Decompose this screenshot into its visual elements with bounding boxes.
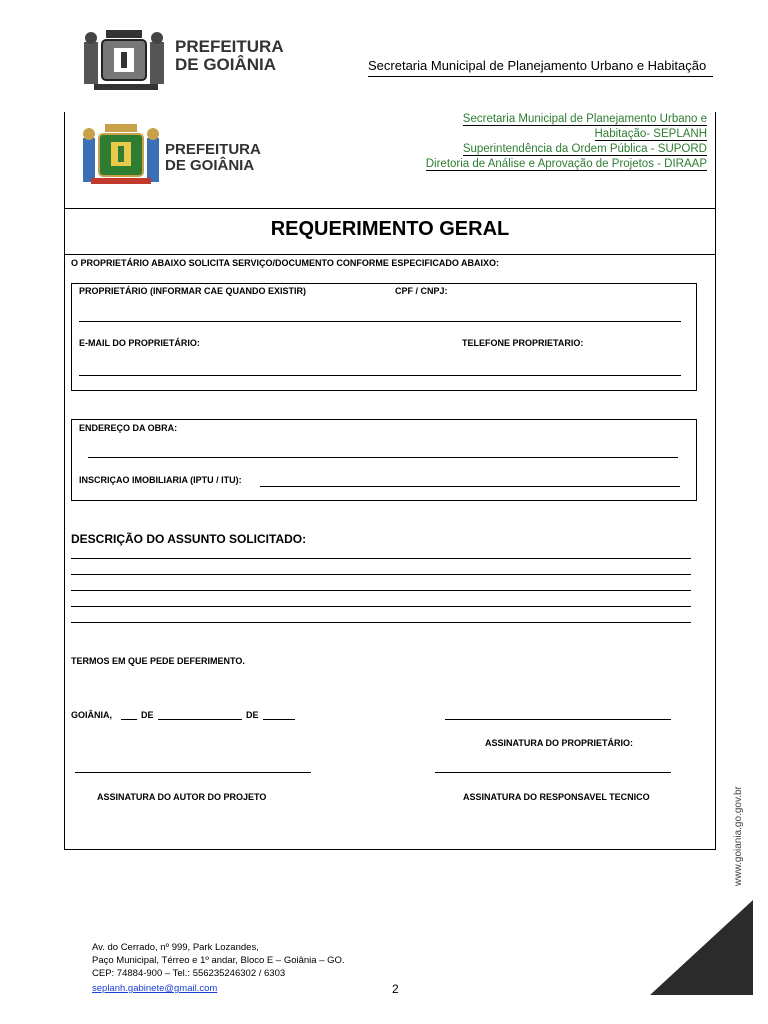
coat-of-arms-color-icon [81,120,161,192]
author-signature-label: ASSINATURA DO AUTOR DO PROJETO [97,792,267,802]
footer-line-2: Paço Municipal, Térreo e 1º andar, Bloco E – Goiânia – GO. [92,955,345,966]
work-address-box [71,419,697,501]
department-title: Secretaria Municipal de Planejamento Urbano e Habitação [368,58,707,73]
footer-email-link[interactable]: seplanh.gabinete@gmail.com [92,983,218,994]
phone-label: TELEFONE PROPRIETARIO: [462,338,584,348]
author-signature-line[interactable] [75,772,311,773]
website-vertical-text [725,770,749,890]
header-line-4: Diretoria de Análise e Aprovação de Projetos - DIRAAP [425,158,707,170]
owner-signature-label: ASSINATURA DO PROPRIETÁRIO: [485,738,634,748]
header-line-1: Secretaria Municipal de Planejamento Urbano e [462,113,707,125]
description-line-4[interactable] [71,606,691,607]
footer-line-1: Av. do Cerrado, nº 999, Park Lozandes, [92,942,259,953]
address-label: ENDEREÇO DA OBRA: [79,423,178,433]
technical-signature-line[interactable] [435,772,671,773]
department-underline [368,76,713,77]
registration-label: INSCRIÇAO IMOBILIARIA (IPTU / ITU): [79,475,242,485]
description-line-2[interactable] [71,574,691,575]
email-label: E-MAIL DO PROPRIETÁRIO: [79,338,200,348]
cpf-label: CPF / CNPJ: [395,286,448,296]
form-logo-text-line1: PREFEITURA [165,141,261,158]
logo-text-line2: DE GOIÂNIA [175,55,277,74]
date-de-2: DE [246,710,259,720]
prefeitura-logo-top [80,26,284,96]
year-input-line[interactable] [263,719,295,720]
description-title: DESCRIÇÃO DO ASSUNTO SOLICITADO: [71,532,307,546]
description-line-5[interactable] [71,622,691,623]
website-text: www.goiania.go.gov.br [733,786,744,886]
footer-line-3: CEP: 74884-900 – Tel.: 556235246302 / 6303 [92,968,286,979]
page-number: 2 [392,982,399,996]
corner-decoration [650,900,753,995]
terms-text: TERMOS EM QUE PEDE DEFERIMENTO. [71,656,245,666]
registration-input-line[interactable] [260,486,680,487]
date-city: GOIÂNIA, [71,710,113,720]
owner-box [71,283,697,391]
header-line-2: Habitação- SEPLANH [594,128,707,140]
description-line-1[interactable] [71,558,691,559]
technical-signature-label: ASSINATURA DO RESPONSAVEL TECNICO [463,792,650,802]
owner-input-line[interactable] [79,321,681,322]
owner-signature-line[interactable] [445,719,671,720]
date-de-1: DE [141,710,154,720]
form-logo-text-line2: DE GOIÂNIA [165,157,255,174]
title-row [65,208,715,255]
form-header-lines [426,112,707,172]
intro-text: O PROPRIETÁRIO ABAIXO SOLICITA SERVIÇO/DOCUMENTO CONFORME ESPECIFICADO ABAIXO: [71,258,500,268]
form-title: REQUERIMENTO GERAL [270,218,510,240]
footer-address [92,941,345,995]
form-header [65,112,715,209]
owner-label: PROPRIETÁRIO (INFORMAR CAE QUANDO EXISTIR) [79,286,307,296]
month-input-line[interactable] [158,719,242,720]
description-line-3[interactable] [71,590,691,591]
day-input-line[interactable] [121,719,137,720]
request-form [64,112,716,850]
logo-text-line1: PREFEITURA [175,37,284,56]
address-input-line[interactable] [88,457,678,458]
prefeitura-logo-form [81,120,261,196]
email-phone-input-line[interactable] [79,375,681,376]
header-line-3: Superintendência da Ordem Pública - SUPORD [462,143,707,155]
